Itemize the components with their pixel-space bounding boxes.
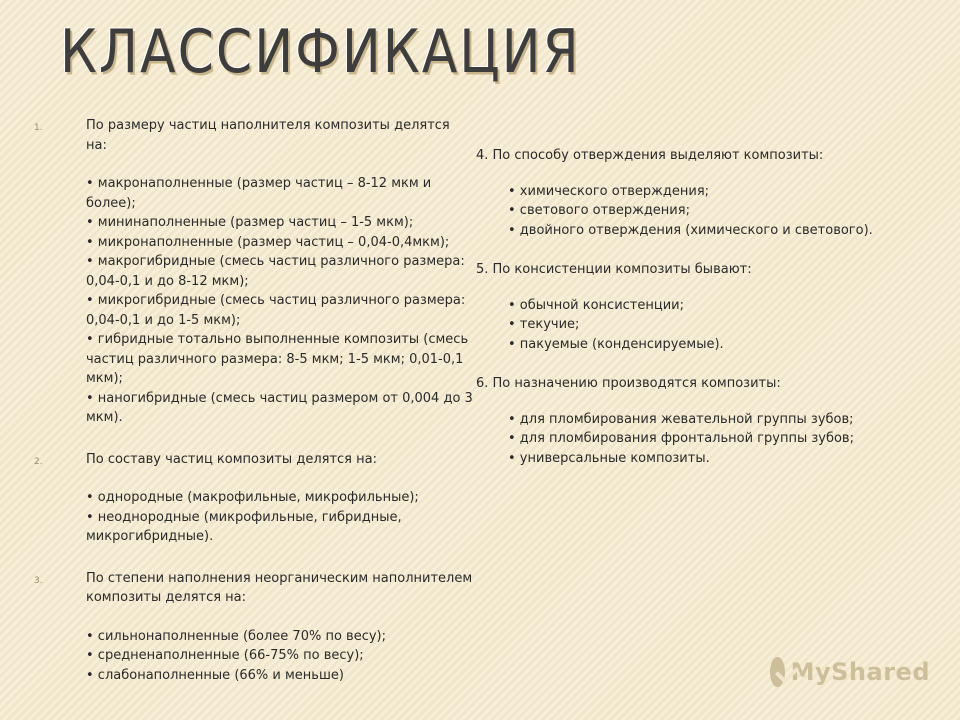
section-heading: 4. По способу отверждения выделяют композиты: <box>476 148 824 163</box>
bullet-list <box>86 488 474 547</box>
page-title: КЛАССИФИКАЦИЯ <box>60 18 581 87</box>
bullet-item: • универсальные композиты. <box>508 450 710 466</box>
bullet-item: • гибридные тотально выполненные композиты (смесь частиц различного размера: 8-5 мкм; 1-5 мкм; 0,01-0,1 мкм); <box>86 332 469 386</box>
bullet-list <box>86 627 474 686</box>
bullet-item: • для пломбирования жевательной группы зубов; <box>508 411 854 427</box>
bullet-item: • неоднородные (микрофильные, гибридные, микрогибридные). <box>86 509 402 544</box>
item-heading: По составу частиц композиты делятся на: <box>86 451 377 467</box>
bullet-item: • химического отверждения; <box>508 183 710 199</box>
bullet-item: • наногибридные (смесь частиц размером от 0,004 до 3 мкм). <box>86 390 473 425</box>
bullet-item: • слабонаполненные (66% и меньше) <box>86 667 344 683</box>
bullet-item: • микрогибридные (смесь частиц различного размера: 0,04-0,1 и до 1-5 мкм); <box>86 293 466 328</box>
list-item-1 <box>34 116 474 428</box>
watermark-text: MyShared <box>790 658 930 686</box>
bullet-item: • сильнонаполненные (более 70% по весу); <box>86 628 386 644</box>
bullet-list <box>476 182 946 241</box>
bullet-item: • двойного отверждения (химического и светового). <box>508 222 873 238</box>
bullet-item: • мининаполненные (размер частиц – 1-5 мкм); <box>86 215 414 230</box>
right-column <box>476 146 946 488</box>
bullet-item: • светового отверждения; <box>508 203 690 218</box>
section-6 <box>476 374 946 468</box>
item-number: 3. <box>34 575 43 586</box>
item-heading: По степени наполнения неорганическим наполнителем композиты делятся на: <box>86 570 473 605</box>
list-item-2 <box>34 450 474 547</box>
bullet-item: • пакуемые (конденсируемые). <box>508 336 724 352</box>
bullet-item: • обычной консистенции; <box>508 297 684 313</box>
item-heading: По размеру частиц наполнителя композиты делятся на: <box>86 118 450 153</box>
bullet-item: • текучие; <box>508 317 580 332</box>
bullet-item: • средненаполненные (66-75% по весу); <box>86 648 364 663</box>
section-5 <box>476 260 946 354</box>
left-column <box>34 116 474 707</box>
section-heading: 5. По консистенции композиты бывают: <box>476 262 752 277</box>
bullet-list <box>476 296 946 355</box>
bullet-list <box>86 174 474 428</box>
bullet-item: • макрогибридные (смесь частиц различного размера: 0,04-0,1 и до 8-12 мкм); <box>86 254 465 289</box>
bullet-item: • для пломбирования фронтальной группы зубов; <box>508 431 854 446</box>
bullet-item: • макронаполненные (размер частиц – 8-12 мкм и более); <box>86 176 432 211</box>
item-number: 1. <box>34 123 43 133</box>
bullet-item: • микронаполненные (размер частиц – 0,04-0,4мкм); <box>86 234 450 250</box>
watermark-logo <box>770 654 930 690</box>
bullet-item: • однородные (макрофильные, микрофильные); <box>86 490 419 505</box>
logo-icon <box>770 657 785 687</box>
section-4 <box>476 146 946 240</box>
section-heading: 6. По назначению производятся композиты: <box>476 376 781 391</box>
list-item-3 <box>34 569 474 686</box>
item-number: 2. <box>34 456 43 467</box>
bullet-list <box>476 410 946 469</box>
